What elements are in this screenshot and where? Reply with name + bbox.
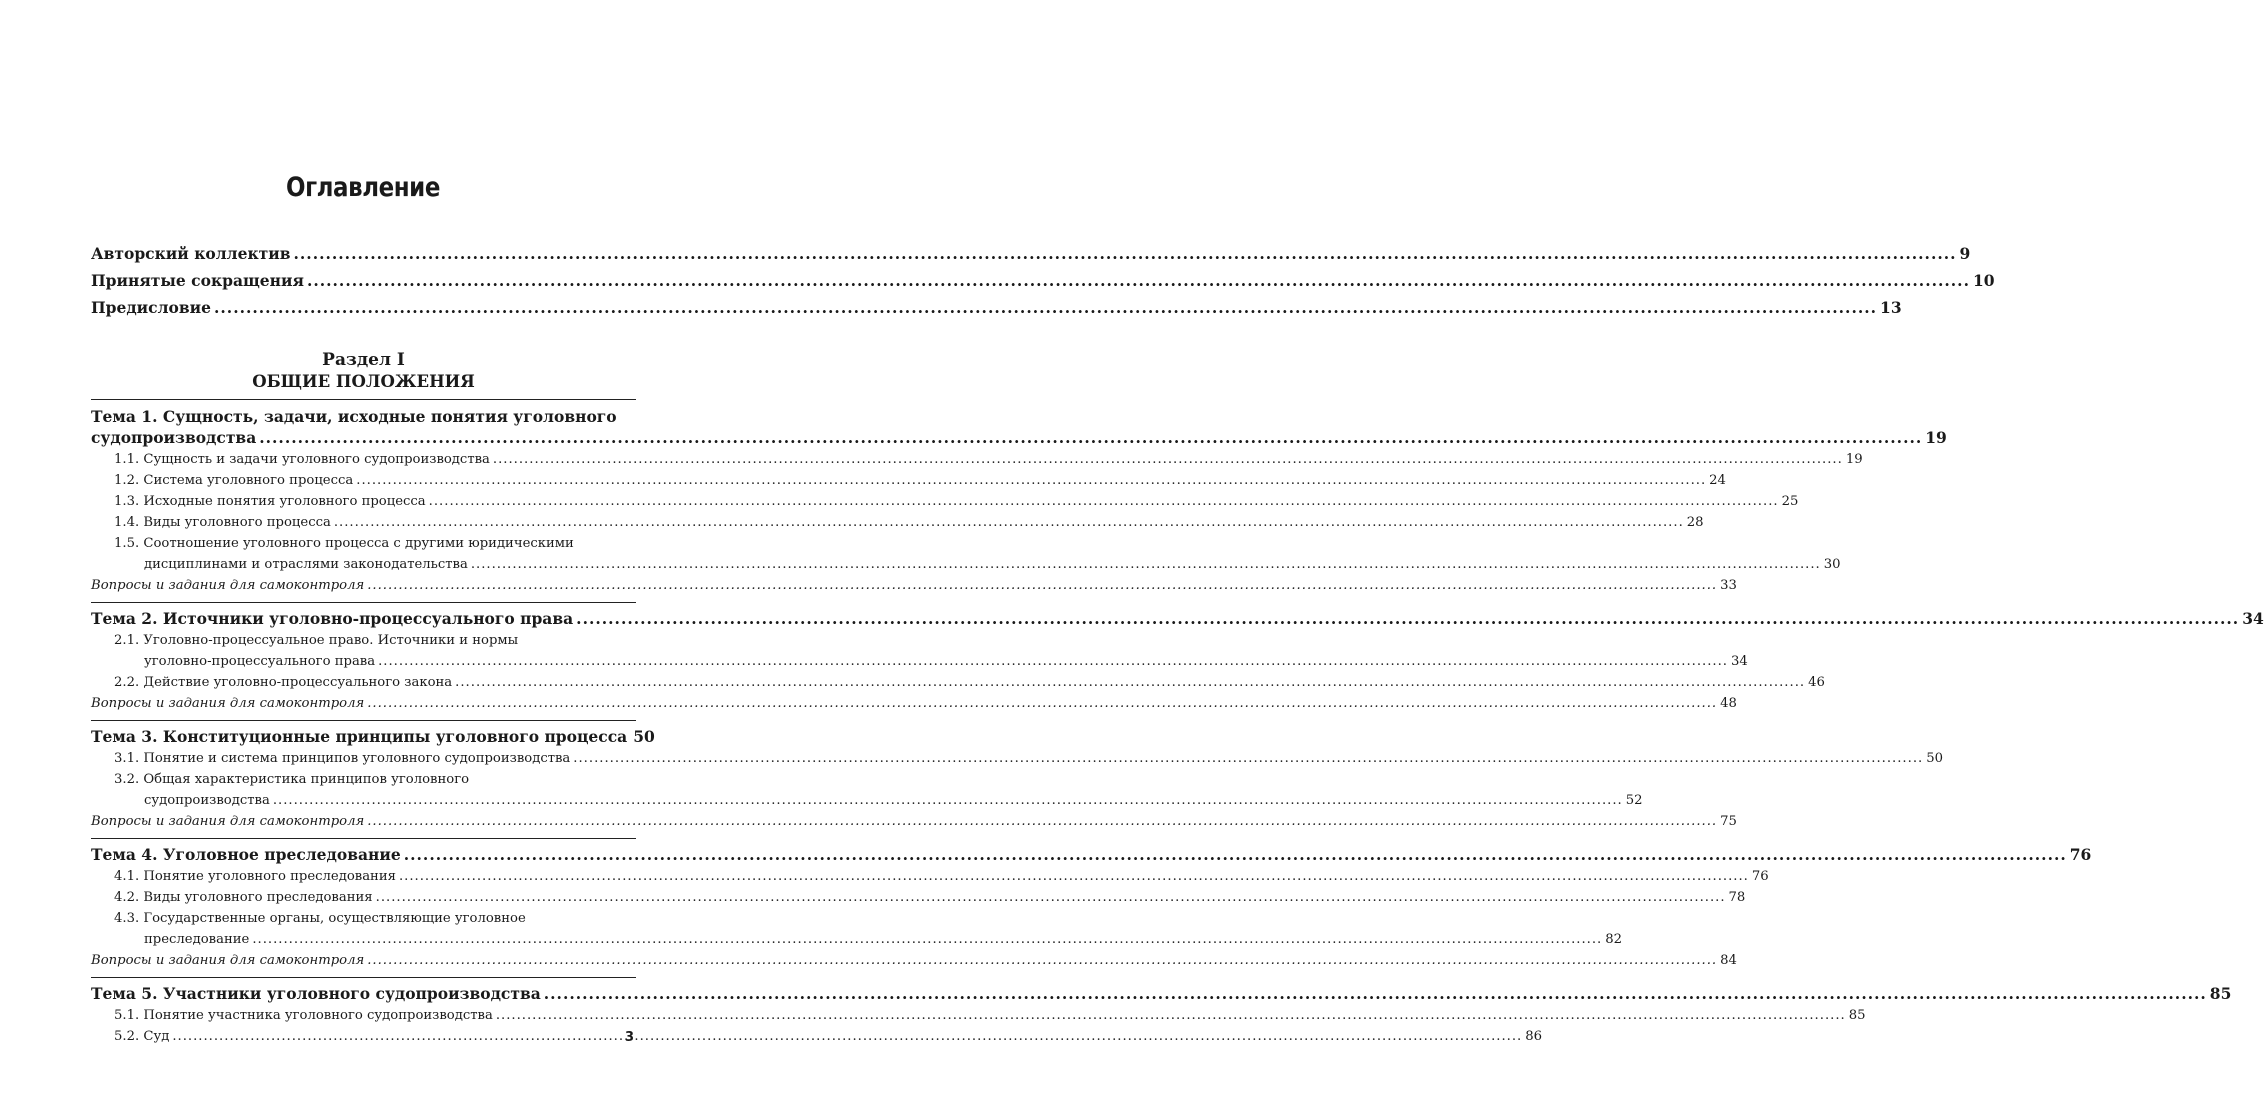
toc-subentry-line1[interactable]: 3.2. Общая характеристика принципов уголовного	[114, 772, 470, 787]
toc-entry-preface[interactable]	[91, 294, 1902, 321]
toc-entry-label: 4.2. Виды уголовного преследования	[114, 890, 373, 905]
leader-dots	[367, 575, 1717, 596]
toc-entry-page: 13	[1880, 298, 1902, 317]
leader-dots	[576, 608, 2239, 630]
toc-subentry[interactable]	[114, 748, 1943, 769]
toc-entry-page: 82	[1605, 932, 1623, 947]
toc-entry-label: 4.1. Понятие уголовного преследования	[114, 869, 396, 884]
toc-entry-authors[interactable]	[91, 240, 1971, 267]
toc-entry-label: уголовно-процессуального права	[144, 654, 376, 669]
toc-subentry-line1[interactable]: 2.1. Уголовно-процессуальное право. Источники и нормы	[114, 633, 519, 648]
toc-subentry[interactable]	[114, 1026, 1543, 1047]
toc-entry-page: 48	[1720, 696, 1737, 711]
divider	[91, 720, 636, 721]
divider	[91, 602, 636, 603]
leader-dots	[367, 811, 1717, 832]
toc-entry-label: судопроизводства	[144, 793, 270, 808]
toc-entry-page: 24	[1709, 473, 1726, 488]
section-title: ОБЩИЕ ПОЛОЖЕНИЯ	[252, 372, 475, 391]
toc-entry-page: 52	[1625, 793, 1643, 808]
toc-entry-page: 75	[1720, 814, 1737, 829]
toc-entry-page: 84	[1720, 953, 1737, 968]
toc-entry-label: дисциплинами и отраслями законодательства	[144, 557, 468, 572]
theme-5-entry[interactable]	[91, 983, 2232, 1005]
toc-entry-page: 46	[1808, 675, 1825, 690]
leader-dots	[252, 929, 1602, 950]
toc-subentry[interactable]	[144, 790, 1643, 811]
leader-dots	[307, 267, 1970, 294]
leader-dots	[496, 1005, 1846, 1026]
theme-1-entry[interactable]	[91, 427, 1947, 449]
leader-dots	[367, 950, 1717, 971]
toc-subentry[interactable]	[144, 929, 1623, 950]
toc-subentry[interactable]	[114, 1005, 1866, 1026]
toc-entry-page: 33	[1720, 578, 1737, 593]
toc-entry-label: 1.1. Сущность и задачи уголовного судопроизводства	[114, 452, 490, 467]
theme-4-entry[interactable]	[91, 844, 2092, 866]
toc-subentry-line1[interactable]: 4.3. Государственные органы, осуществляющие уголовное	[114, 911, 526, 926]
leader-dots	[172, 1026, 1522, 1047]
leader-dots	[214, 294, 1877, 321]
toc-subentry-line1[interactable]: 1.5. Соотношение уголовного процесса с другими юридическими	[114, 536, 574, 551]
leader-dots	[573, 748, 1923, 769]
leader-dots	[455, 672, 1805, 693]
toc-entry-page: 9	[1959, 244, 1971, 263]
leader-dots	[378, 651, 1728, 672]
toc-entry-label: Вопросы и задания для самоконтроля	[91, 814, 365, 829]
toc-entry-label: Предисловие	[91, 298, 211, 317]
toc-subentry[interactable]	[114, 672, 1825, 693]
leader-dots	[376, 887, 1726, 908]
theme-2-entry[interactable]	[91, 608, 2264, 630]
toc-entry-page: 25	[1781, 494, 1799, 509]
toc-entry-page: 78	[1728, 890, 1746, 905]
toc-subentry[interactable]	[144, 554, 1841, 575]
leader-dots	[334, 512, 1684, 533]
leader-dots	[273, 790, 1623, 811]
toc-entry-page: 30	[1823, 557, 1841, 572]
toc-entry-page: 50	[1926, 751, 1943, 766]
questions-entry[interactable]	[91, 693, 1737, 714]
leader-dots	[356, 470, 1706, 491]
toc-entry-page: 34	[2242, 609, 2264, 628]
toc-entry-label: 2.2. Действие уголовно-процессуального закона	[114, 675, 453, 690]
divider	[91, 838, 636, 839]
leader-dots	[471, 554, 1821, 575]
questions-entry[interactable]	[91, 575, 1737, 596]
leader-dots	[404, 844, 2067, 866]
toc-entry-label: Тема 3. Конституционные принципы уголовного процесса	[91, 727, 628, 746]
toc-entry-label: 1.2. Система уголовного процесса	[114, 473, 354, 488]
theme-3-entry[interactable]	[91, 726, 655, 748]
divider	[91, 399, 636, 400]
toc-entry-page: 19	[1925, 428, 1947, 447]
toc-entry-page: 86	[1525, 1029, 1543, 1044]
toc-entry-page: 76	[1751, 869, 1769, 884]
toc-subentry[interactable]	[144, 651, 1748, 672]
page-title: Оглавление	[286, 172, 440, 203]
toc-entry-page: 19	[1845, 452, 1863, 467]
divider	[91, 977, 636, 978]
toc-subentry[interactable]	[114, 866, 1769, 887]
toc-entry-label: 1.3. Исходные понятия уголовного процесса	[114, 494, 426, 509]
toc-entry-label: 3.1. Понятие и система принципов уголовного судопроизводства	[114, 751, 571, 766]
toc-entry-label: 5.2. Суд	[114, 1029, 170, 1044]
toc-entry-page: 85	[2209, 984, 2232, 1003]
toc-subentry[interactable]	[114, 491, 1799, 512]
leader-dots	[367, 693, 1717, 714]
toc-entry-label: Тема 4. Уголовное преследование	[91, 845, 401, 864]
leader-dots	[544, 983, 2207, 1005]
leader-dots	[493, 449, 1843, 470]
toc-entry-page: 85	[1848, 1008, 1866, 1023]
toc-entry-label: Вопросы и задания для самоконтроля	[91, 578, 365, 593]
toc-entry-label: 5.1. Понятие участника уголовного судопроизводства	[114, 1008, 493, 1023]
leader-dots	[399, 866, 1749, 887]
toc-entry-label: преследование	[144, 932, 250, 947]
toc-entry-abbreviations[interactable]	[91, 267, 1995, 294]
toc-entry-page: 50	[633, 727, 655, 746]
toc-subentry[interactable]	[114, 887, 1746, 908]
toc-entry-page: 10	[1972, 271, 1995, 290]
toc-entry-label: судопроизводства	[91, 428, 257, 447]
questions-entry[interactable]	[91, 811, 1737, 832]
toc-entry-label: 1.4. Виды уголовного процесса	[114, 515, 331, 530]
page-number: 3	[624, 1030, 634, 1045]
toc-subentry[interactable]	[114, 449, 1863, 470]
toc-entry-label: Тема 2. Источники уголовно-процессуального права	[91, 609, 574, 628]
toc-entry-label: Принятые сокращения	[91, 271, 304, 290]
toc-entry-label: Тема 5. Участники уголовного судопроизводства	[91, 984, 541, 1003]
toc-entry-page: 76	[2069, 845, 2092, 864]
theme-1-heading-line1[interactable]: Тема 1. Сущность, задачи, исходные понятия уголовного	[91, 407, 617, 426]
toc-subentry[interactable]	[114, 470, 1726, 491]
leader-dots	[429, 491, 1779, 512]
questions-entry[interactable]	[91, 950, 1737, 971]
toc-entry-label: Вопросы и задания для самоконтроля	[91, 953, 365, 968]
toc-entry-page: 28	[1686, 515, 1704, 530]
section-number: Раздел I	[322, 350, 405, 370]
table-of-contents	[91, 240, 2264, 1047]
toc-subentry[interactable]	[114, 512, 1704, 533]
toc-entry-label: Авторский коллектив	[91, 244, 291, 263]
toc-entry-label: Вопросы и задания для самоконтроля	[91, 696, 365, 711]
leader-dots	[259, 427, 1922, 449]
leader-dots	[294, 240, 1957, 267]
toc-entry-page: 34	[1731, 654, 1748, 669]
